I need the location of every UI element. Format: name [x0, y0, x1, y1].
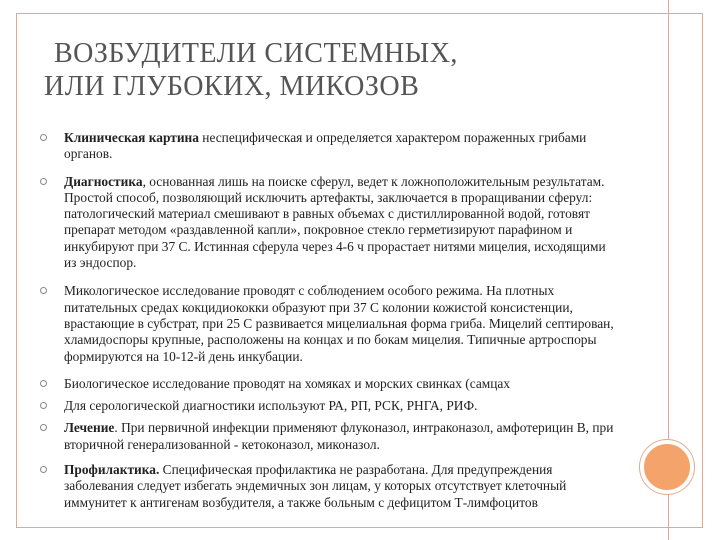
bullet-icon [40, 178, 47, 185]
bullet-icon [40, 466, 47, 473]
bullet-icon [40, 380, 47, 387]
bullet-icon [40, 424, 47, 431]
bullet-biological [40, 376, 618, 392]
bullet-diagnostics [40, 174, 618, 272]
bullet-mycological [40, 283, 618, 364]
bullet-text: Специфическая профилактика не разработана. Для предупреждения заболевания следует избегать эндемичных зон лицам, у которых отсутствует клеточный иммунитет к антигенам возбудителя, а также больным с дефицитом Т-лимфоцитов [64, 462, 567, 510]
bullet-icon [40, 402, 47, 409]
bullet-text: Для серологической диагностики используют РА, РП, РСК, РНГА, РИФ. [64, 398, 478, 414]
bullet-icon [40, 287, 47, 294]
bullet-text: , основанная лишь на поиске сферул, ведет к ложноположительным результатам. Простой способ, позволяющий исключить артефакты, заключается в проращивании сферул: патологический материал смешивают в равных объемах с дистиллированной водой, готовят препарат методом «раздавленной капли», покровное стекло герметизируют парафином и инкубируют при 37 С. Истинная сферула через 4-6 ч прорастает нитями мицелия, исходящими из эндоспор. [64, 173, 606, 271]
title-line-1: ВОЗБУДИТЕЛИ СИСТЕМНЫХ, [54, 38, 458, 69]
bullet-clinical [40, 130, 618, 163]
bullet-serological [40, 398, 618, 414]
bullet-icon [40, 134, 47, 141]
bullet-bold: Клиническая картина [64, 130, 199, 145]
title-line-2: ИЛИ ГЛУБОКИХ, МИКОЗОВ [44, 71, 420, 102]
bullet-bold: Диагностика [64, 173, 143, 189]
bullet-treatment [40, 420, 618, 453]
slide-title [44, 37, 644, 103]
bullet-text: Биологическое исследование проводят на хомяках и морских свинках (самцах [64, 375, 511, 391]
bullet-bold: Лечение [64, 420, 115, 436]
bullet-text: Микологическое исследование проводят с соблюдением особого режима. На плотных питательных средах кокцидиококки образуют при 37 С колонии кожистой консистенции, врастающие в субстрат, при 25 С развивается мицелиальная форма гриба. Мицелий септирован, хламидоспоры крупные, расположены на концах и по бокам мицелия. Типичные артроспоры формируются на 10-12-й день инкубации. [64, 283, 614, 364]
bullet-text: неспецифическая и определяется характером пораженных грибами органов. [64, 130, 587, 162]
bullet-text: . При первичной инфекции применяют флуконазол, интраконазол, амфотерицин В, при вторичной генерализованной - кетоконазол, миконазол. [64, 420, 614, 452]
bullet-prevention [40, 462, 618, 511]
bullet-bold: Профилактика. [64, 462, 160, 478]
bullet-list [40, 130, 618, 511]
decorative-circle [640, 440, 694, 494]
